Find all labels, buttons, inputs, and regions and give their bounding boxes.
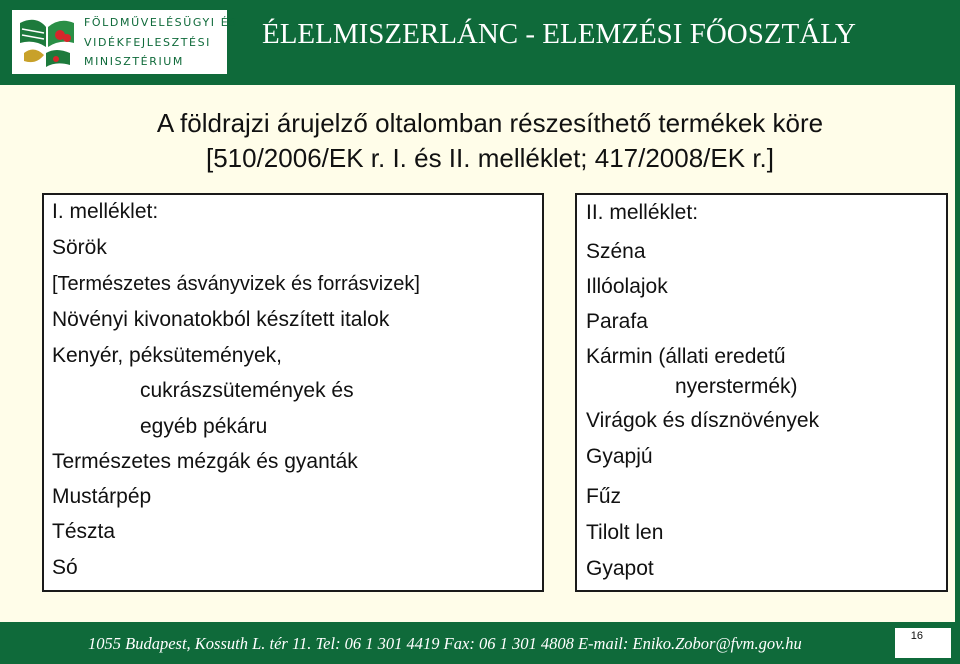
- footer-contact: 1055 Budapest, Kossuth L. tér 11. Tel: 06 1 301 4419 Fax: 06 1 301 4808 E-mail: Eniko.Zobor@fvm.gov.hu: [88, 634, 802, 653]
- header-divider: [0, 82, 960, 85]
- list-item: Virágok és dísznövények: [586, 409, 820, 432]
- list-item: [Természetes ásványvizek és forrásvizek]: [52, 273, 420, 295]
- list-item: egyéb pékáru: [140, 415, 268, 438]
- page-number: 16: [910, 630, 923, 642]
- list-item: Növényi kivonatokból készített italok: [52, 308, 390, 331]
- list-item: Széna: [586, 240, 646, 263]
- list-item: Természetes mézgák és gyanták: [52, 450, 358, 473]
- footer-bar: [0, 622, 960, 664]
- logo-line-1: FÖLDMŰVELÉSÜGYI ÉS: [84, 16, 238, 29]
- annex-2-box: [575, 193, 948, 592]
- slide-title-line-2: [510/2006/EK r. I. és II. melléklet; 417/2008/EK r.]: [205, 143, 774, 173]
- ministry-logo: [12, 10, 238, 74]
- list-item: Gyapjú: [586, 445, 653, 468]
- list-item: cukrászsütemények és: [140, 379, 354, 402]
- list-item: nyerstermék): [675, 375, 798, 398]
- logo-line-2: VIDÉKFEJLESZTÉSI: [84, 36, 212, 49]
- ministry-emblem-icon: [16, 13, 78, 71]
- list-item: Tészta: [52, 520, 116, 543]
- list-item: Kármin (állati eredetű: [586, 345, 786, 368]
- right-border: [955, 82, 960, 622]
- slide-title-line-1: A földrajzi árujelző oltalomban részesíthető termékek köre: [156, 108, 824, 138]
- annex-1-box: [42, 193, 544, 592]
- list-item: Parafa: [586, 310, 648, 333]
- list-item: Gyapot: [586, 557, 654, 580]
- department-title: ÉLELMISZERLÁNC - ELEMZÉSI FŐOSZTÁLY: [262, 18, 856, 50]
- list-item: Só: [52, 556, 78, 579]
- list-item: Illóolajok: [586, 275, 668, 298]
- list-item: Kenyér, péksütemények,: [52, 344, 282, 367]
- list-item: Fűz: [586, 485, 622, 508]
- list-item: Mustárpép: [52, 485, 152, 508]
- page-number-box: [895, 628, 951, 658]
- list-item: Tilolt len: [586, 521, 664, 544]
- list-item: Sörök: [52, 236, 107, 259]
- annex-1-heading: I. melléklet:: [52, 200, 159, 223]
- slide-title: [80, 106, 900, 176]
- logo-line-3: MINISZTÉRIUM: [84, 55, 185, 68]
- header-bar: [0, 0, 960, 82]
- annex-2-heading: II. melléklet:: [586, 201, 699, 224]
